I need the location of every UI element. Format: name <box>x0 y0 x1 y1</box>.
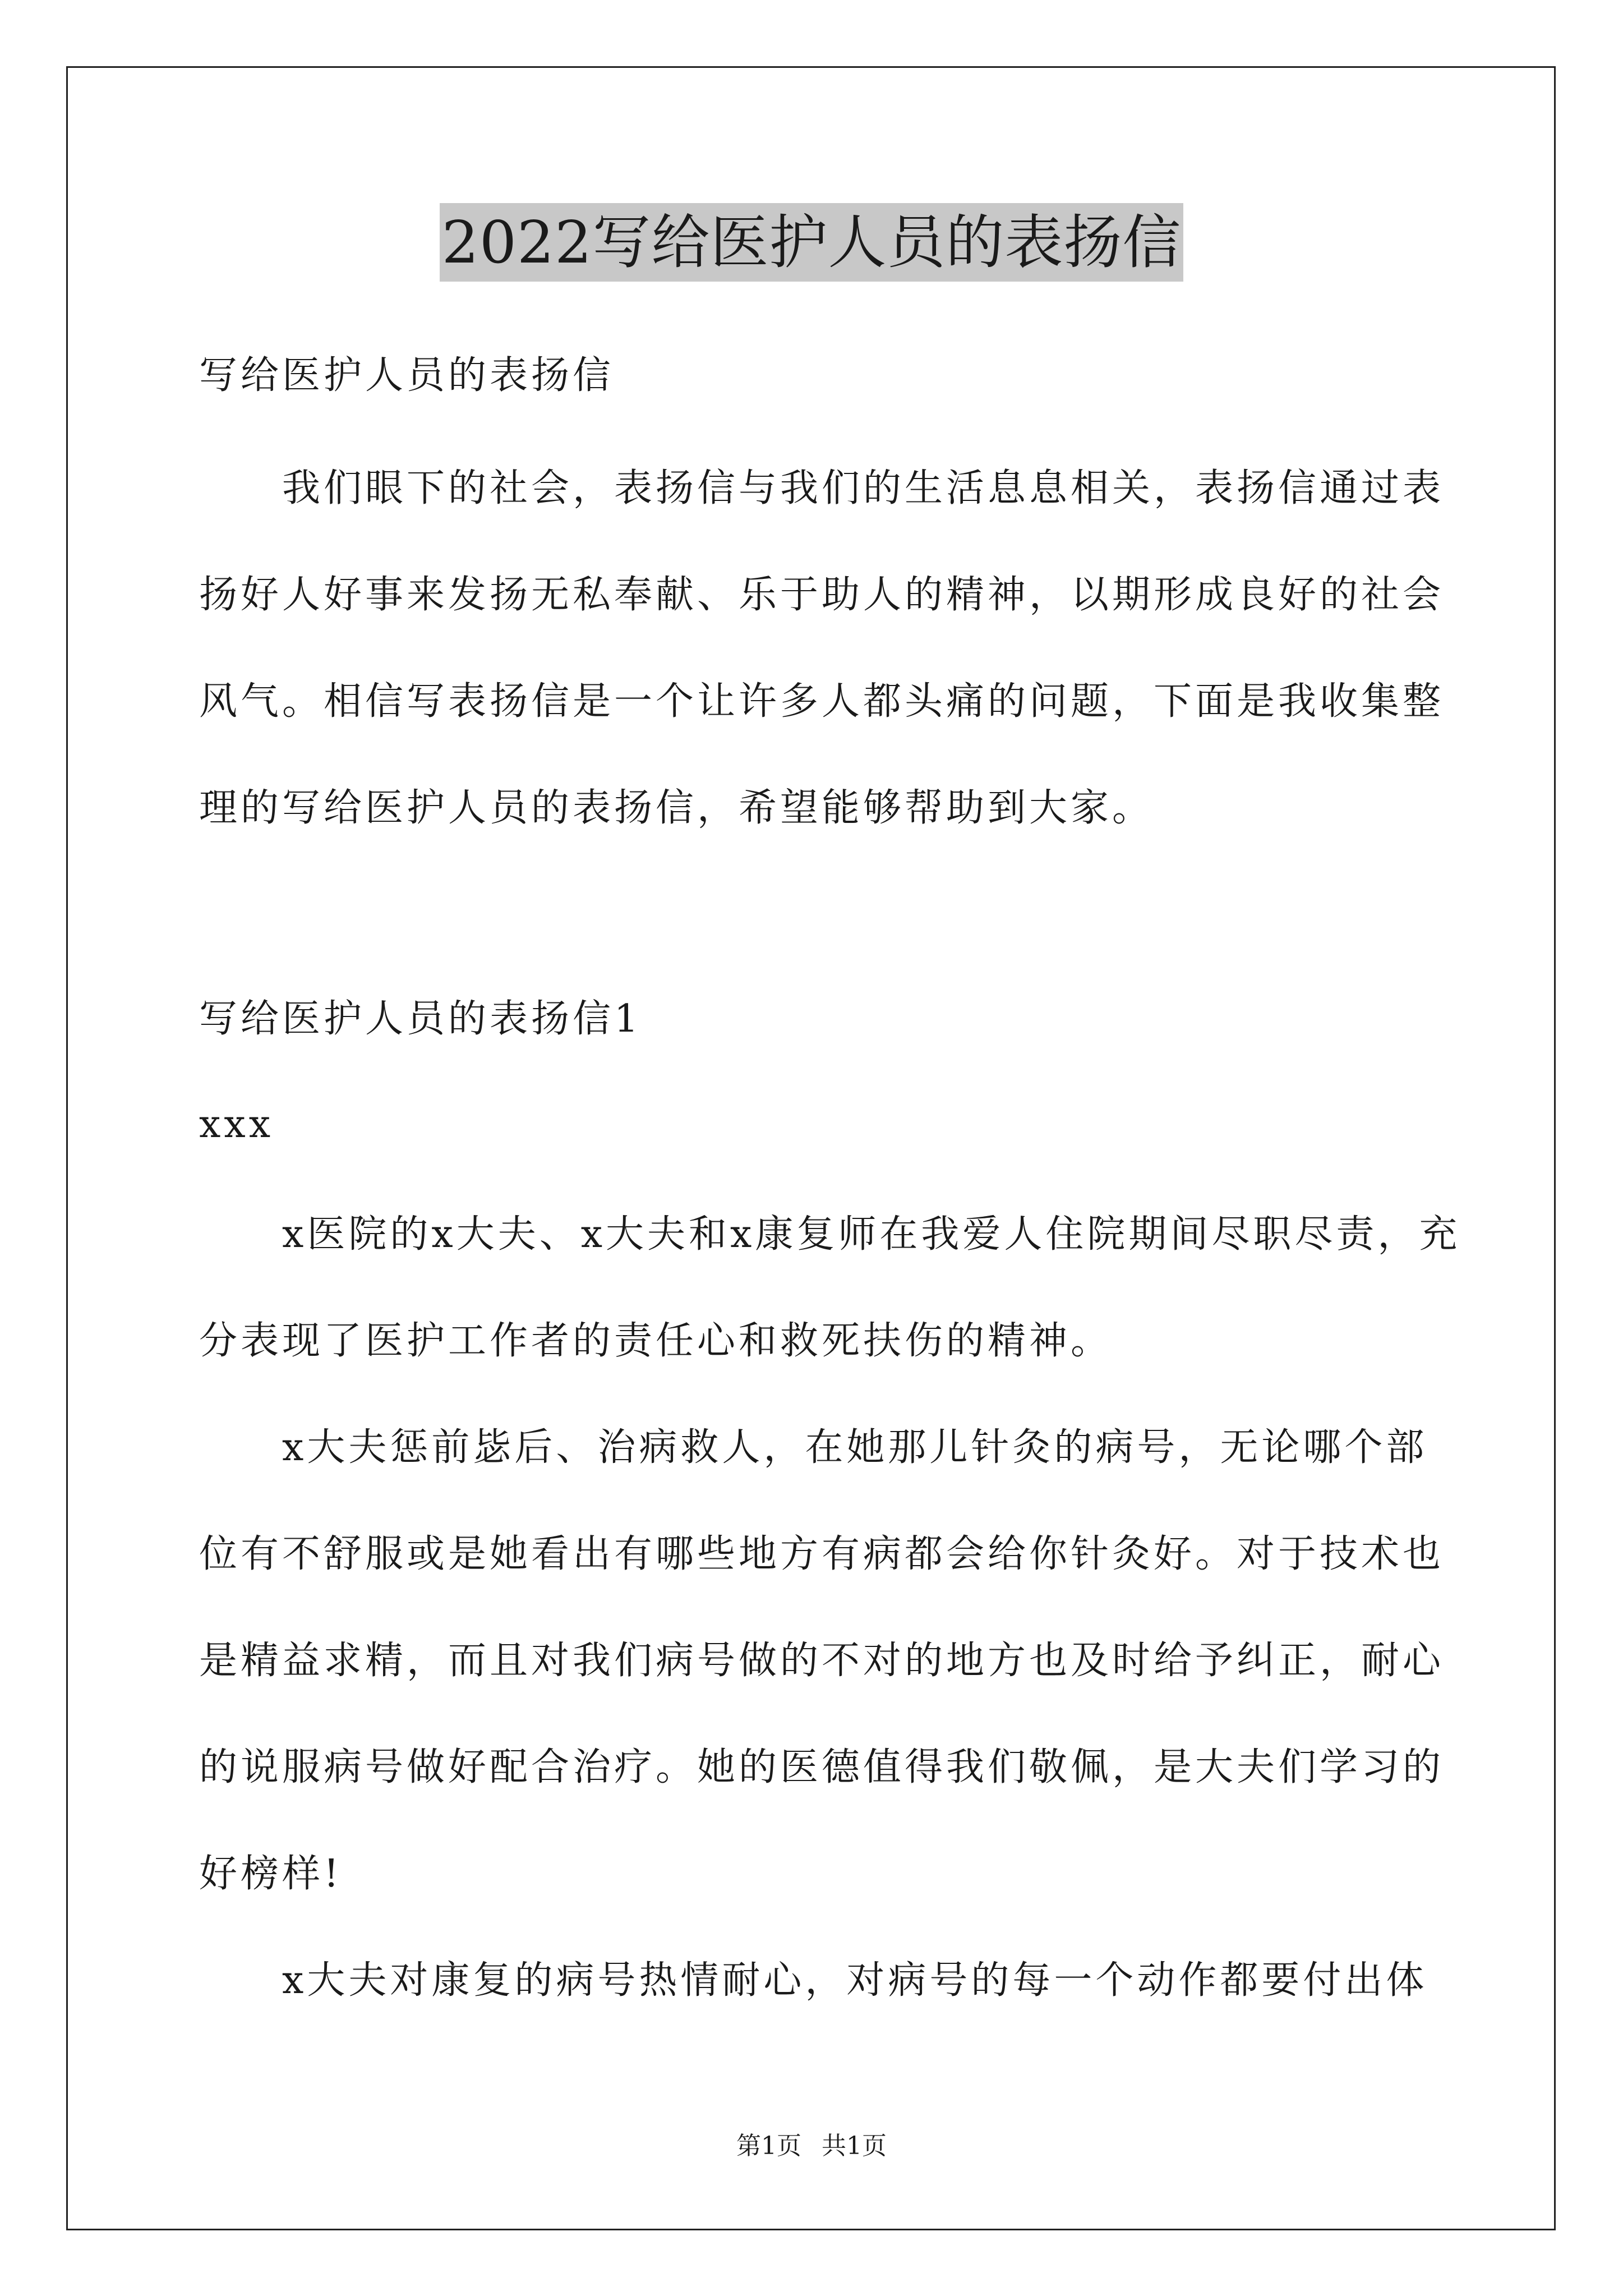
page-number: 第1页 <box>736 2132 801 2160</box>
salutation: xxx <box>199 1102 274 1147</box>
intro-paragraph: 我们眼下的社会，表扬信与我们的生活息息相关，表扬信通过表扬好人好事来发扬无私奉献、乐于助人的精神，以期形成良好的社会风气。相信写表扬信是一个让许多人都头痛的问题，下面是我收集整理的写给医护人员的表扬信，希望能够帮助到大家。 <box>199 466 1445 830</box>
title-container <box>0 203 1623 282</box>
section-heading: 写给医护人员的表扬信1 <box>199 997 642 1041</box>
document-subtitle: 写给医护人员的表扬信 <box>199 353 615 398</box>
page-total: 共1页 <box>822 2132 887 2160</box>
body-paragraph-2: x大夫惩前毖后、治病救人，在她那儿针灸的病号，无论哪个部位有不舒服或是她看出有哪些地方有病都会给你针灸好。对于技术也是精益求精，而且对我们病号做的不对的地方也及时给予纠正，耐心的说服病号做好配合治疗。她的医德值得我们敬佩，是大夫们学习的好榜样! <box>199 1425 1445 1896</box>
body-paragraph-1: x医院的x大夫、x大夫和x康复师在我爱人住院期间尽职尽责，充分表现了医护工作者的责任心和救死扶伤的精神。 <box>199 1212 1461 1363</box>
body-paragraph-3: x大夫对康复的病号热情耐心，对病号的每一个动作都要付出体 <box>282 1958 1428 2003</box>
document-title: 2022写给医护人员的表扬信 <box>440 203 1184 282</box>
page-footer <box>0 2129 1623 2163</box>
